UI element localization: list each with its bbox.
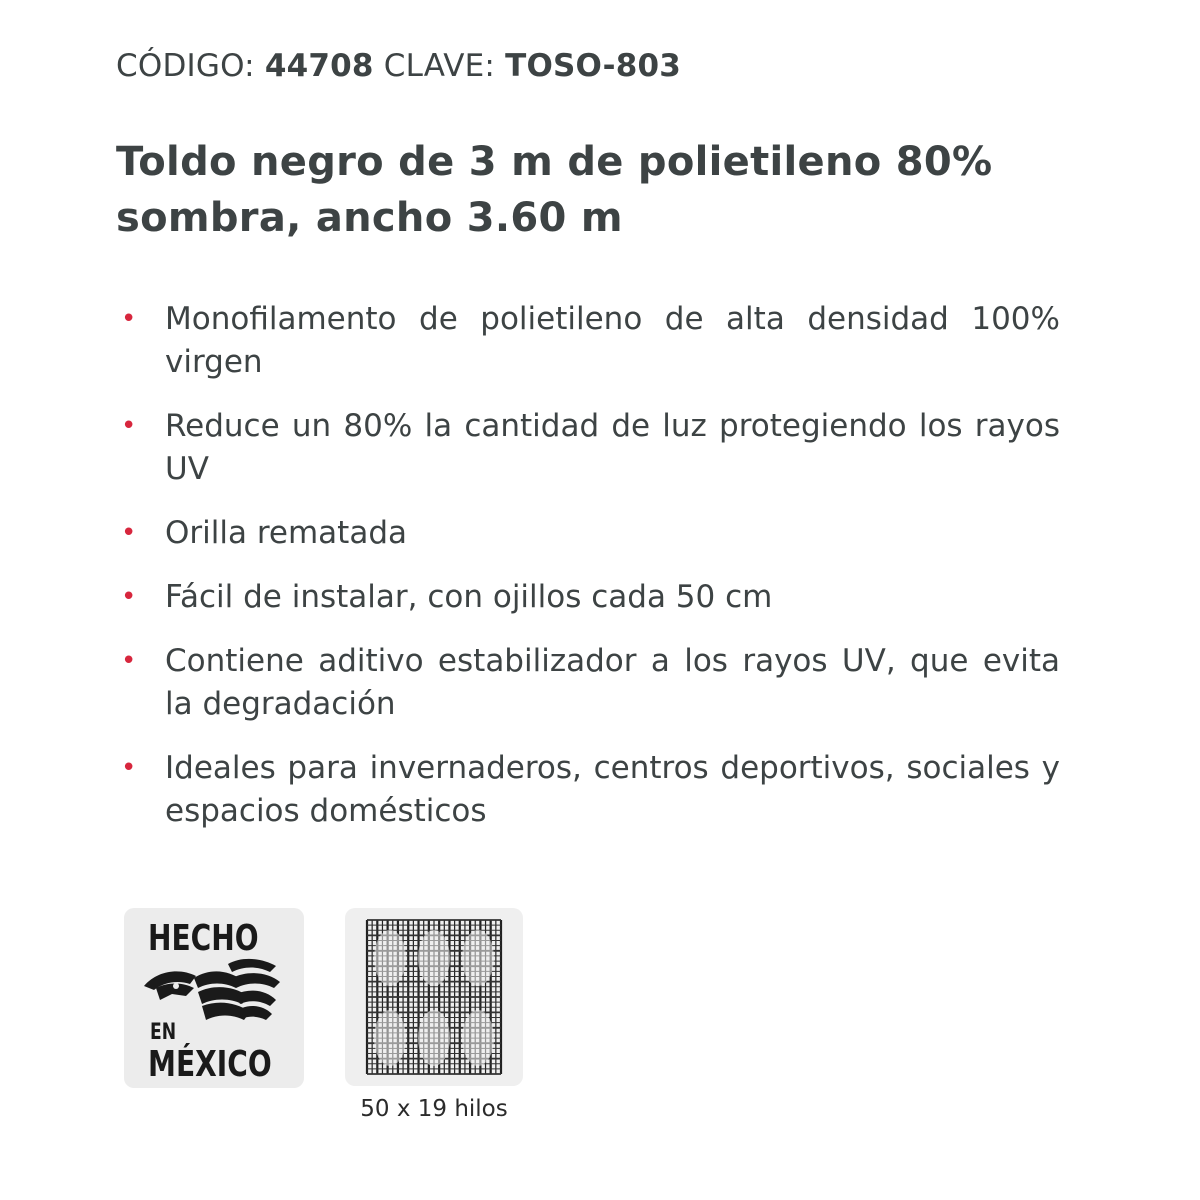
codigo-value: 44708 — [264, 48, 374, 84]
codigo-label: CÓDIGO: — [116, 48, 255, 84]
feature-item — [116, 576, 1060, 619]
mesh-sample-badge — [345, 908, 523, 1086]
bullet-icon: • — [121, 753, 137, 783]
mesh-highlight — [462, 930, 494, 986]
hecho-en-mexico-badge — [124, 908, 304, 1088]
feature-text: Ideales para invernaderos, centros deportivos, sociales y espacios domésticos — [165, 750, 1060, 829]
mesh-highlight — [418, 930, 450, 986]
feature-item — [116, 747, 1060, 833]
mesh-highlight — [462, 1010, 494, 1066]
product-title: Toldo negro de 3 m de polietileno 80% sombra, ancho 3.60 m — [116, 139, 993, 241]
feature-item — [116, 640, 1060, 726]
feature-text: Orilla rematada — [165, 515, 407, 551]
feature-item — [116, 512, 1060, 555]
feature-text: Fácil de instalar, con ojillos cada 50 cm — [165, 579, 773, 615]
mesh-weave-icon — [345, 908, 523, 1086]
seal-line-3: MÉXICO — [148, 1044, 272, 1085]
feature-item — [116, 405, 1060, 491]
seal-line-2: EN — [150, 1020, 177, 1045]
bullet-icon: • — [121, 582, 137, 612]
product-code-line — [116, 48, 681, 84]
feature-text: Reduce un 80% la cantidad de luz protegiendo los rayos UV — [165, 408, 1060, 487]
clave-value: TOSO-803 — [505, 48, 682, 84]
feature-item — [116, 298, 1060, 384]
clave-label: CLAVE: — [383, 48, 496, 84]
bullet-icon: • — [121, 304, 137, 334]
seal-line-1: HECHO — [148, 918, 259, 959]
bullet-icon: • — [121, 411, 137, 441]
bullet-icon: • — [121, 646, 137, 676]
bullet-icon: • — [121, 518, 137, 548]
mesh-highlight — [374, 1010, 406, 1066]
mesh-highlight — [418, 1010, 450, 1066]
feature-text: Contiene aditivo estabilizador a los rayos UV, que evita la degradación — [165, 643, 1060, 722]
mesh-highlight — [374, 930, 406, 986]
feature-text: Monofilamento de polietileno de alta densidad 100% virgen — [165, 301, 1060, 380]
mesh-caption: 50 x 19 hilos — [360, 1096, 508, 1122]
feature-list — [116, 298, 1060, 854]
